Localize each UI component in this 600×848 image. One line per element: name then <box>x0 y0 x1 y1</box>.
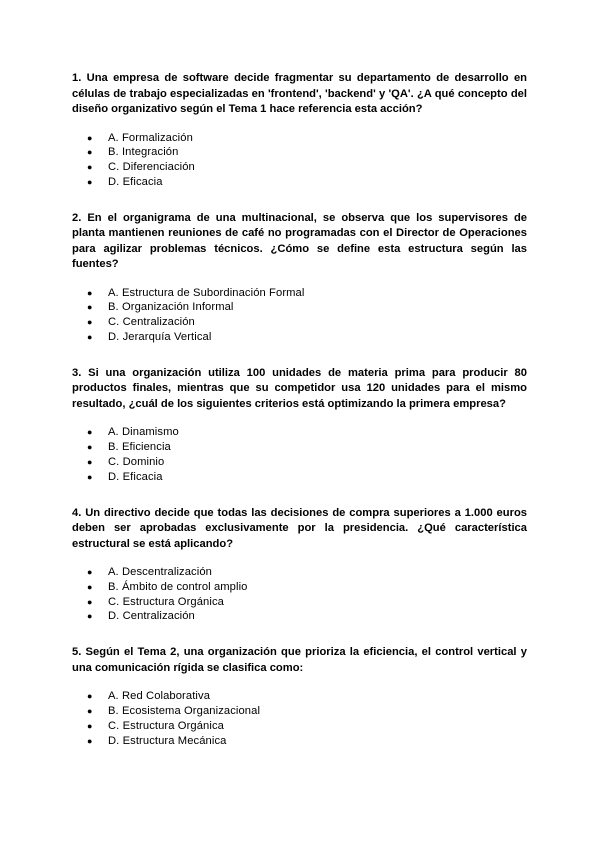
bullet-icon: ● <box>87 735 93 746</box>
question-4 <box>72 506 527 625</box>
question-1-option-c <box>72 160 527 175</box>
option-label: D. Eficacia <box>108 175 163 188</box>
bullet-icon: ● <box>87 456 93 467</box>
bullet-icon: ● <box>87 147 93 158</box>
option-label: B. Ecosistema Organizacional <box>108 705 261 718</box>
question-2-option-b <box>72 300 527 315</box>
question-2-options <box>72 286 527 345</box>
question-5-option-d <box>72 734 527 749</box>
question-2-text: 2. En el organigrama de una multinacional, se observa que los supervisores de planta mantienen reuniones de café no programadas con el Director de Operaciones para agilizar problemas técnicos. ¿Cómo se define esta estructura según las fuentes? <box>72 211 527 271</box>
question-1-option-b <box>72 145 527 160</box>
option-label: A. Estructura de Subordinación Formal <box>108 286 305 299</box>
question-4-option-d <box>72 609 527 624</box>
question-3-options <box>72 425 527 484</box>
option-label: B. Integración <box>108 146 179 159</box>
option-label: A. Descentralización <box>108 566 212 579</box>
question-5-option-a <box>72 689 527 704</box>
option-label: D. Centralización <box>108 610 195 623</box>
bullet-icon: ● <box>87 442 93 453</box>
question-1-option-a <box>72 131 527 146</box>
question-2-option-d <box>72 330 527 345</box>
bullet-icon: ● <box>87 317 93 328</box>
question-5-text: 5. Según el Tema 2, una organización que prioriza la eficiencia, el control vertical y una comunicación rígida se clasifica como: <box>72 646 527 674</box>
bullet-icon: ● <box>87 162 93 173</box>
bullet-icon: ● <box>87 706 93 717</box>
option-label: C. Dominio <box>108 455 165 468</box>
question-1-text: 1. Una empresa de software decide fragmentar su departamento de desarrollo en células de trabajo especializadas en 'frontend', 'backend' y 'QA'. ¿A qué concepto del diseño organizativo según el Tema 1 hace referencia esta acción? <box>72 72 527 115</box>
bullet-icon: ● <box>87 302 93 313</box>
question-4-option-b <box>72 580 527 595</box>
bullet-icon: ● <box>87 581 93 592</box>
question-1-option-d <box>72 175 527 190</box>
question-3-option-a <box>72 425 527 440</box>
option-label: C. Estructura Orgánica <box>108 719 224 732</box>
question-4-option-a <box>72 565 527 580</box>
option-label: D. Eficacia <box>108 470 163 483</box>
question-5-option-c <box>72 719 527 734</box>
option-label: C. Diferenciación <box>108 161 195 174</box>
question-3 <box>72 366 527 485</box>
question-4-text: 4. Un directivo decide que todas las decisiones de compra superiores a 1.000 euros deben ser aprobadas exclusivamente por la presidencia. ¿Qué característica estructural se está aplicando? <box>72 506 527 550</box>
bullet-icon: ● <box>87 287 93 298</box>
question-5-option-b <box>72 704 527 719</box>
question-2-option-c <box>72 315 527 330</box>
option-label: A. Formalización <box>108 131 193 144</box>
bullet-icon: ● <box>87 471 93 482</box>
option-label: B. Ámbito de control amplio <box>108 580 248 593</box>
bullet-icon: ● <box>87 427 93 438</box>
question-2-option-a <box>72 286 527 301</box>
option-label: D. Estructura Mecánica <box>108 734 227 747</box>
question-3-option-b <box>72 440 527 455</box>
bullet-icon: ● <box>87 596 93 607</box>
question-4-option-c <box>72 595 527 610</box>
question-3-option-d <box>72 470 527 485</box>
option-label: A. Dinamismo <box>108 426 179 439</box>
question-document <box>72 71 527 748</box>
question-2 <box>72 211 527 345</box>
option-label: C. Estructura Orgánica <box>108 595 224 608</box>
question-3-text: 3. Si una organización utiliza 100 unidades de materia prima para producir 80 productos finales, mientras que su competidor usa 120 unidades para el mismo resultado, ¿cuál de los siguientes criterios está optimizando la primera empresa? <box>72 366 527 410</box>
option-label: B. Eficiencia <box>108 441 171 454</box>
question-1 <box>72 71 527 190</box>
bullet-icon: ● <box>87 567 93 578</box>
option-label: D. Jerarquía Vertical <box>108 331 212 344</box>
option-label: C. Centralización <box>108 316 195 329</box>
bullet-icon: ● <box>87 691 93 702</box>
bullet-icon: ● <box>87 720 93 731</box>
bullet-icon: ● <box>87 176 93 187</box>
option-label: B. Organización Informal <box>108 301 234 314</box>
question-1-options <box>72 131 527 190</box>
bullet-icon: ● <box>87 332 93 343</box>
question-5 <box>72 645 527 748</box>
question-5-options <box>72 689 527 748</box>
option-label: A. Red Colaborativa <box>108 690 211 703</box>
question-3-option-c <box>72 455 527 470</box>
question-4-options <box>72 565 527 624</box>
bullet-icon: ● <box>87 611 93 622</box>
bullet-icon: ● <box>87 132 93 143</box>
